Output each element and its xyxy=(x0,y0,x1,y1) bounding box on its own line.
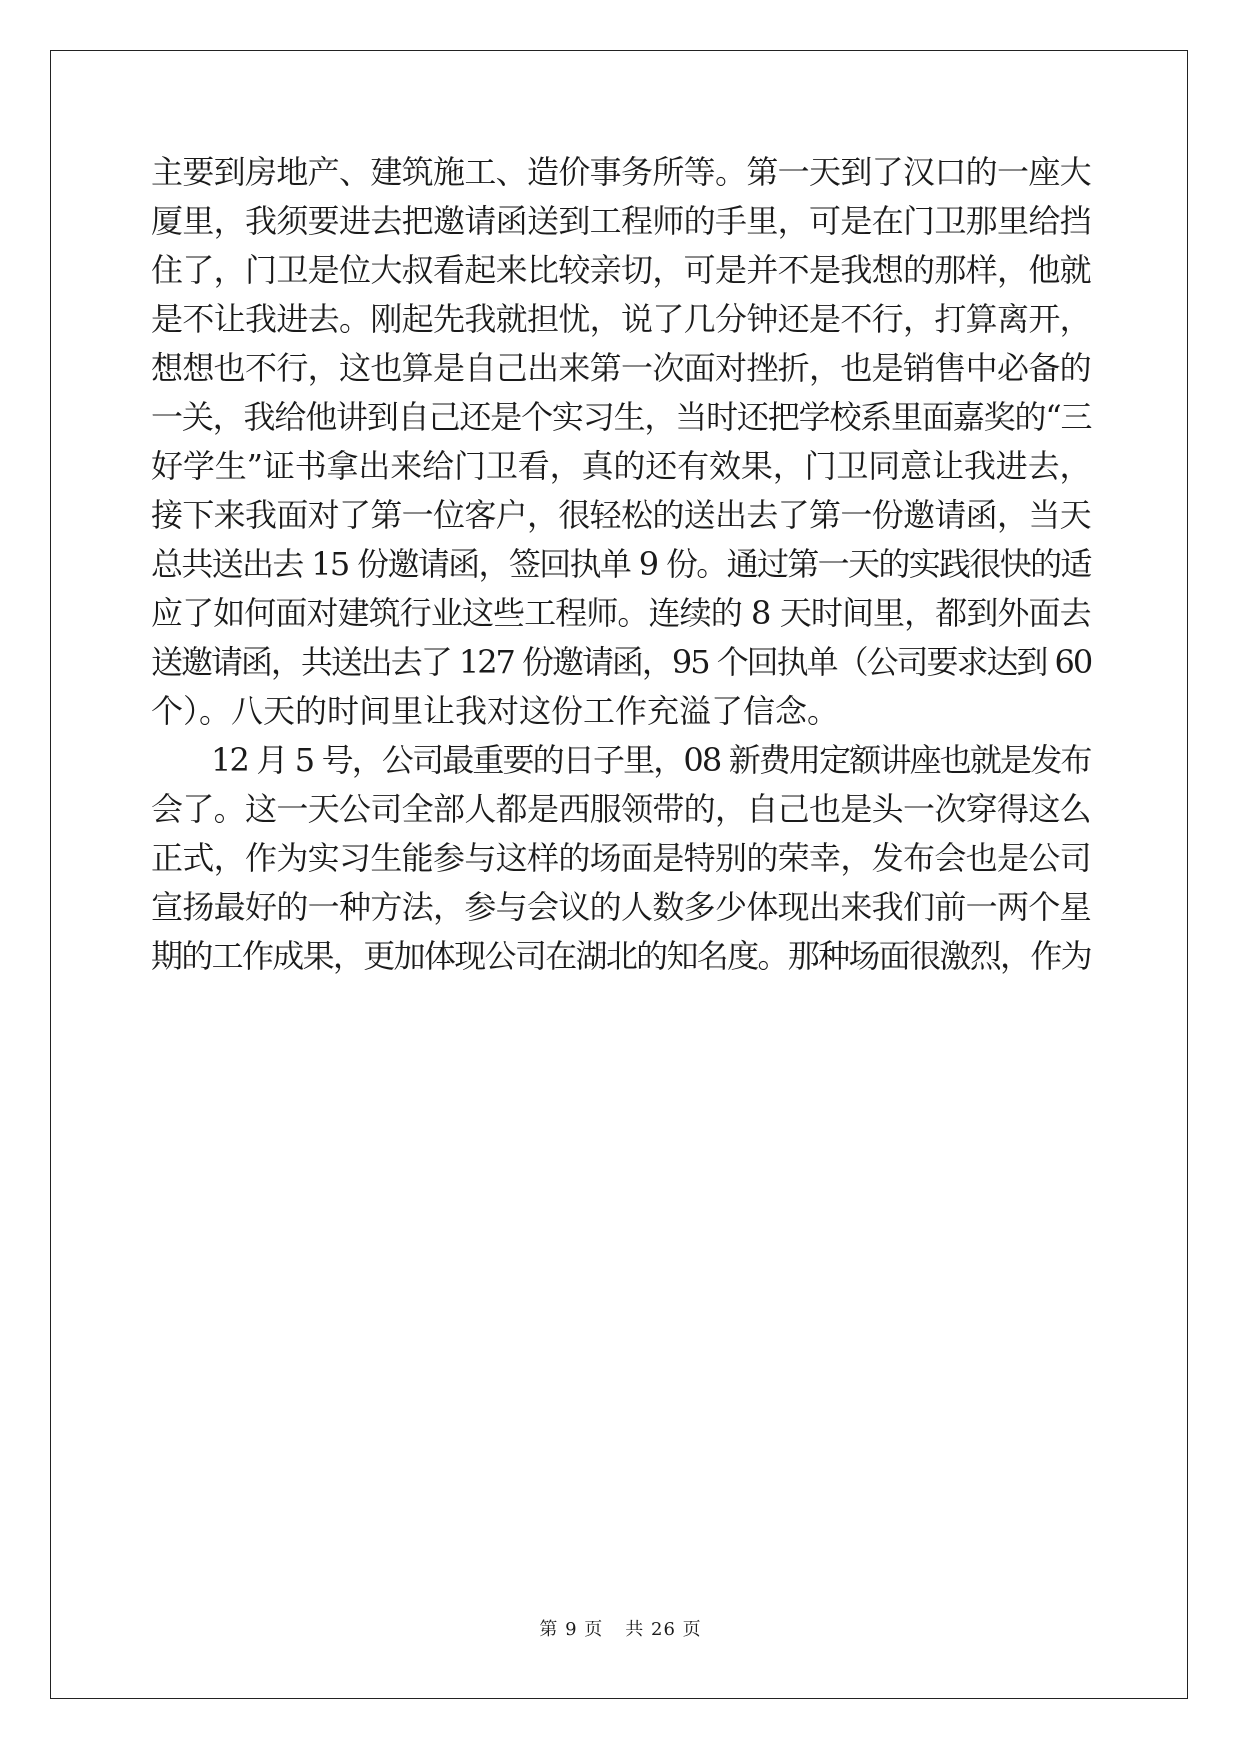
text-line: 个）。八天的时间里让我对这份工作充溢了信念。 xyxy=(151,692,840,730)
text-line: 厦里，我须要进去把邀请函送到工程师的手里，可是在门卫那里给挡 xyxy=(151,202,1092,240)
text-line: 一关，我给他讲到自己还是个实习生，当时还把学校系里面嘉奖的“三 xyxy=(151,398,1092,436)
page-footer xyxy=(0,1618,1241,1642)
text-line: 送邀请函，共送出去了 127 份邀请函，95 个回执单（公司要求达到 60 xyxy=(151,643,1092,681)
text-line: 期的工作成果，更加体现公司在湖北的知名度。那种场面很激烈，作为 xyxy=(151,937,1092,975)
text-line: 接下来我面对了第一位客户，很轻松的送出去了第一份邀请函，当天 xyxy=(151,496,1092,534)
text-line: 好学生”证书拿出来给门卫看，真的还有效果，门卫同意让我进去， xyxy=(151,447,1092,485)
text-line: 是不让我进去。刚起先我就担忧，说了几分钟还是不行，打算离开， xyxy=(151,300,1092,338)
text-line: 宣扬最好的一种方法，参与会议的人数多少体现出来我们前一两个星 xyxy=(151,888,1092,926)
text-line: 应了如何面对建筑行业这些工程师。连续的 8 天时间里，都到外面去 xyxy=(151,594,1091,632)
text-line: 会了。这一天公司全部人都是西服领带的，自己也是头一次穿得这么 xyxy=(151,790,1092,828)
text-line: 主要到房地产、建筑施工、造价事务所等。第一天到了汉口的一座大 xyxy=(151,153,1092,191)
text-line: 想想也不行，这也算是自己出来第一次面对挫折，也是销售中必备的 xyxy=(151,349,1092,387)
text-line: 住了，门卫是位大叔看起来比较亲切，可是并不是我想的那样，他就 xyxy=(151,251,1092,289)
text-line: 总共送出去 15 份邀请函，签回执单 9 份。通过第一天的实践很快的适 xyxy=(151,545,1091,583)
page-number: 第 9 页 xyxy=(539,1619,604,1640)
text-line: 正式，作为实习生能参与这样的场面是特别的荣幸，发布会也是公司 xyxy=(151,839,1092,877)
paragraph-first-line: 12 月 5 号，公司最重要的日子里，08 新费用定额讲座也就是发布 xyxy=(211,741,1091,779)
page-total: 共 26 页 xyxy=(625,1619,702,1640)
